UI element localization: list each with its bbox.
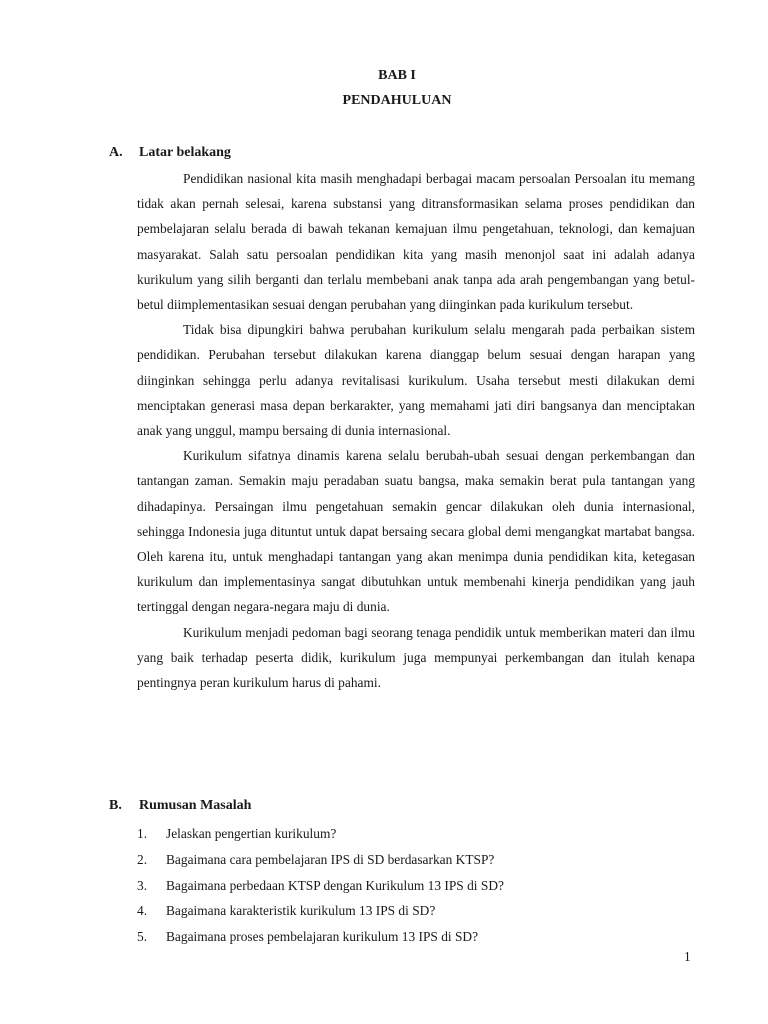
paragraph-4: Kurikulum menjadi pedoman bagi seorang tenaga pendidik untuk memberikan materi dan ilmu yang baik terhadap peserta didik, kurikulum juga mempunyai perkembangan dan itulah kenapa pentingnya peran kurikulum harus di pahami.	[137, 624, 695, 691]
list-item-number: 5.	[137, 929, 148, 945]
section-a-title: Latar belakang	[139, 145, 231, 160]
section-a-letter: A.	[109, 145, 123, 160]
list-item-text: Bagaimana perbedaan KTSP dengan Kurikulum 13 IPS di SD?	[166, 877, 504, 893]
list-item-text: Jelaskan pengertian kurikulum?	[166, 826, 337, 841]
list-item-number: 1.	[137, 826, 148, 841]
list-item	[137, 898, 657, 924]
paragraph-3: Kurikulum sifatnya dinamis karena selalu berubah-ubah sesuai dengan perkembangan dan tantangan zaman. Semakin maju peradaban suatu bangsa, maka semakin berat pula tantangan yang dihadapinya. Persaingan ilmu pengetahuan semakin gencar dilakukan oleh dunia internasional, sehingga Indonesia juga dituntut untuk dapat bersaing secara global demi mengangkat martabat bangsa. Oleh karena itu, untuk menghadapi tantangan yang akan menimpa dunia pendidikan kita, ketegasan kurikulum dan implementasinya sangat dibutuhkan untuk membenahi kinerja pendidikan yang jauh tertinggal dengan negara-negara maju di dunia.	[137, 448, 695, 615]
chapter-number: BAB I	[378, 68, 416, 83]
section-b-letter: B.	[109, 798, 122, 813]
list-item-text: Bagaimana karakteristik kurikulum 13 IPS di SD?	[166, 903, 436, 919]
list-item-number: 2.	[137, 851, 148, 867]
chapter-title: PENDAHULUAN	[342, 93, 452, 108]
section-b-title: Rumusan Masalah	[139, 798, 252, 813]
paragraph-2: Tidak bisa dipungkiri bahwa perubahan kurikulum selalu mengarah pada perbaikan sistem pendidikan. Perubahan tersebut dilakukan karena dianggap belum sesuai dengan harapan yang diinginkan sehingga perlu adanya revitalisasi kurikulum. Usaha tersebut mesti dilakukan demi menciptakan generasi masa depan berkarakter, yang memahami jati diri bangsanya dan menciptakan anak yang unggul, mampu bersaing di dunia internasional.	[137, 322, 695, 439]
list-item-text: Bagaimana proses pembelajaran kurikulum 13 IPS di SD?	[166, 929, 479, 945]
page-number: 1	[684, 949, 691, 964]
list-item	[137, 821, 657, 847]
problem-list	[137, 821, 657, 950]
list-item	[137, 924, 657, 950]
section-a-body	[137, 166, 695, 695]
list-item-text: Bagaimana cara pembelajaran IPS di SD berdasarkan KTSP?	[166, 851, 495, 867]
list-item	[137, 873, 657, 899]
list-item-number: 4.	[137, 903, 148, 919]
list-item-number: 3.	[137, 877, 148, 893]
list-item	[137, 847, 657, 873]
paragraph-1: Pendidikan nasional kita masih menghadapi berbagai macam persoalan Persoalan itu memang tidak akan pernah selesai, karena substansi yang ditransformasikan selama proses pendidikan dan pembelajaran selalu berada di bawah tekanan kemajuan ilmu pengetahuan, teknologi, dan kemajuan masyarakat. Salah satu persoalan pendidikan kita yang masih menonjol saat ini adalah adanya kurikulum yang silih berganti dan terlalu membebani anak tanpa ada arah pengembangan yang betul-betul diimplementasikan sesuai dengan perubahan yang diinginkan pada kurikulum tersebut.	[137, 171, 695, 313]
